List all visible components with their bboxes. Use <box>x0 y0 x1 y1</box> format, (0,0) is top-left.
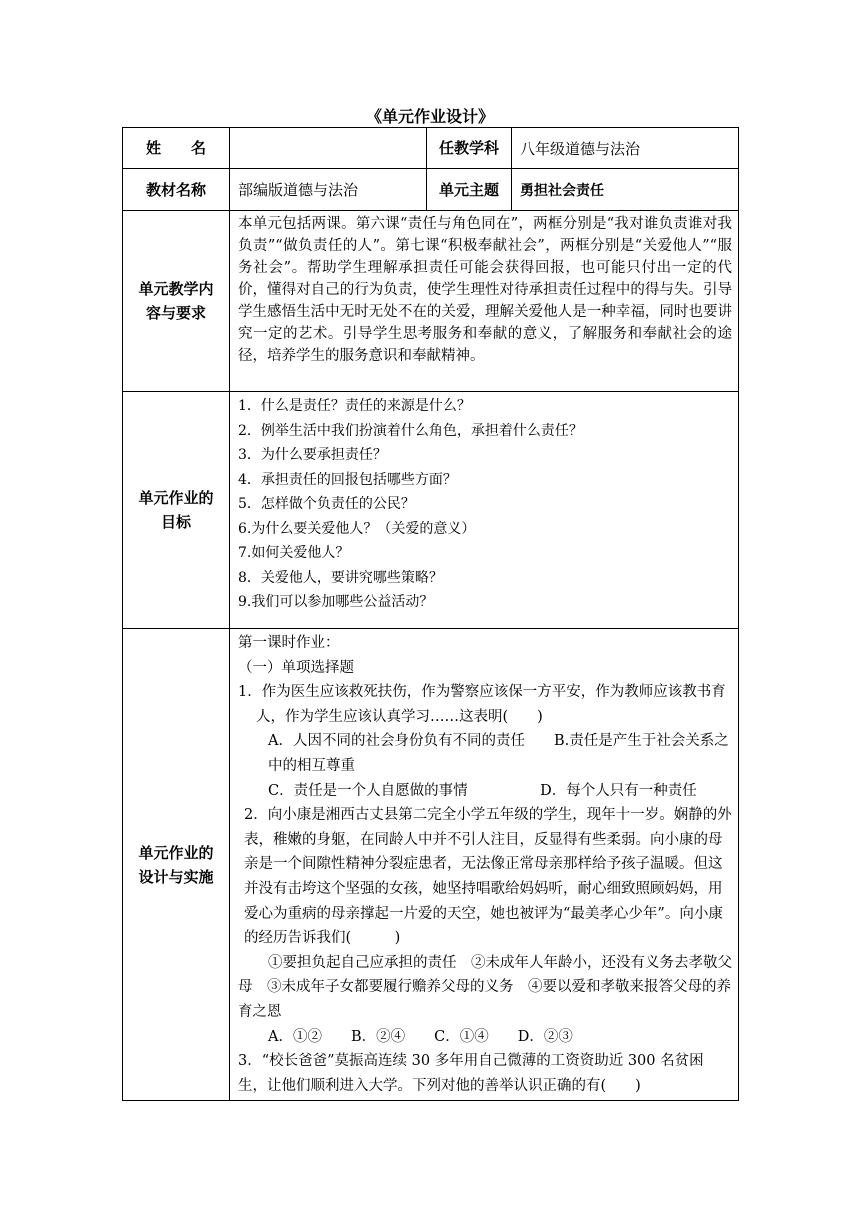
goal-item: 6.为什么要关爱他人？（关爱的意义） <box>238 520 476 537</box>
name-value <box>230 128 427 169</box>
implementation-label-line2: 设计与实施 <box>138 867 214 886</box>
goal-item: 5．怎样做个负责任的公民？ <box>238 496 415 512</box>
content-text: 本单元包括两课。第六课“责任与角色同在”，两框分别是“我对谁负责谁对我负责”“做负责任的人”。第七课“积极奉献社会”，两框分别是“关爱他人”“服务社会”。帮助学生理解承担责任可能会获得回报，也可能只付出一定的代价，懂得对自己的行为负责，使学生理性对待承担责任过程中的得与失。引导学生感悟生活中无时无处不在的关爱，理解关爱他人是一种幸福，同时也要讲究一定的艺术。引导学生思考服务和奉献的意义，了解服务和奉献社会的途径，培养学生的服务意识和奉献精神。 <box>230 211 739 392</box>
table-row <box>123 629 739 1101</box>
question-1-option-d: D．每个人只有一种责任 <box>540 782 697 799</box>
theme-label: 单元主题 <box>427 169 512 211</box>
table-row <box>123 128 739 169</box>
document-title: 《单元作业设计》 <box>365 107 494 126</box>
goal-item: 4．承担责任的回报包括哪些方面？ <box>238 471 457 488</box>
section-heading: （一）单项选择题 <box>238 659 354 676</box>
table-row <box>123 169 739 211</box>
question-1-stem: 1．作为医生应该救死扶伤，作为警察应该保一方平安，作为教师应该教书育人，作为学生应该认真学习……这表明( ) <box>238 684 726 725</box>
content-label-line1: 单元教学内 <box>138 280 214 298</box>
question-2-statements: ①要担负起自己应承担的责任 ②未成年人年龄小，还没有义务去孝敬父母 ③未成年子女都要履行赡养父母的义务 ④要以爱和孝敬来报答父母的养育之恩 <box>238 954 732 1020</box>
question-1-options-ab <box>238 729 732 778</box>
subject-label: 任教学科 <box>427 128 512 169</box>
goal-item: 3．为什么要承担责任？ <box>238 447 387 463</box>
question-3-stem: 3．“校长爸爸”莫振高连续 30 多年用自己微薄的工资资助近 300 名贫困生，让他们顺利进入大学。下列对他的善举认识正确的有( ) <box>238 1053 704 1094</box>
table-row <box>123 392 739 629</box>
goal-item: 2．例举生活中我们扮演着什么角色，承担着什么责任？ <box>238 422 583 439</box>
name-label: 姓 名 <box>123 128 230 169</box>
question-2-options: A．①② B．②④ C．①④ D．②③ <box>268 1028 573 1045</box>
implementation-label <box>123 629 230 1101</box>
goal-item: 1．什么是责任？责任的来源是什么？ <box>238 398 471 414</box>
subject-value: 八年级道德与法治 <box>512 128 739 169</box>
textbook-label: 教材名称 <box>123 169 230 211</box>
theme-value: 勇担社会责任 <box>512 169 739 211</box>
goals-list <box>230 392 739 629</box>
question-1-option-c: C．责任是一个人自愿做的事情 <box>268 782 468 799</box>
homework-heading: 第一课时作业： <box>238 635 340 651</box>
question-2-stem: 2．向小康是湘西古丈县第二完全小学五年级的学生，现年十一岁。娴静的外表，稚嫩的身躯，在同龄人中并不引人注目，反显得有些柔弱。向小康的母亲是一个间隙性精神分裂症患者，无法像正常母亲那样给予孩子温暖。但这并没有击垮这个坚强的女孩，她坚持唱歌给妈妈听，耐心细致照顾妈妈，用爱心为重病的母亲撑起一片爱的天空，她也被评为“最美孝心少年”。向小康的经历告诉我们( ) <box>244 807 732 947</box>
goals-label-line2: 目标 <box>160 513 191 531</box>
content-label-line2: 容与要求 <box>145 304 206 322</box>
question-1-option-a: A．人因不同的社会身份负有不同的责任 <box>268 733 525 750</box>
goal-item: 8．关爱他人，要讲究哪些策略？ <box>238 569 443 586</box>
implementation-label-line1: 单元作业的 <box>138 843 214 862</box>
goals-label <box>123 392 230 629</box>
goal-item: 9.我们可以参加哪些公益活动？ <box>238 594 434 610</box>
content-label <box>123 211 230 392</box>
question-1-option-b: B.责任是产生于社会关系之中的相互尊重 <box>268 733 729 774</box>
goal-item: 7.如何关爱他人？ <box>238 545 350 561</box>
question-1-options-cd <box>238 779 732 804</box>
table-row <box>123 211 739 392</box>
implementation-content <box>230 629 739 1101</box>
goals-label-line1: 单元作业的 <box>138 489 214 507</box>
homework-design-table <box>122 127 739 1101</box>
textbook-value: 部编版道德与法治 <box>230 169 427 211</box>
